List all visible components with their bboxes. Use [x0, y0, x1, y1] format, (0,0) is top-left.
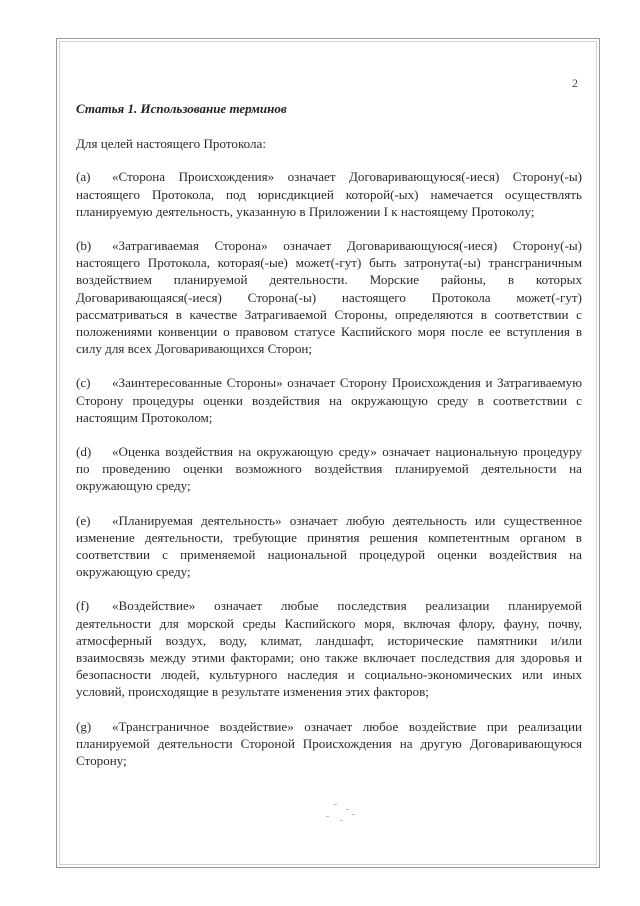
intro-text: Для целей настоящего Протокола:: [76, 136, 266, 152]
definition-text: «Затрагиваемая Сторона» означает Договаривающуюся(-иеся) Сторону(-ы) настоящего Протокола, которая(-ые) может(-гут) быть затронута(-ы) трансграничным воздействием планируемой деятельности. Морские районы, в которых Договаривающаяся(-иеся) Сторона(-ы) настоящего Протокола может(-гут) рассматриваться в качестве Затрагиваемой Стороны, определяются в соответствии с положениями конвенции о правовом статусе Каспийского моря после ее вступления в силу для всех Договаривающихся Сторон;: [76, 238, 582, 357]
definition-label: (f): [76, 598, 90, 614]
definition-label: (b): [76, 238, 92, 254]
definition-label: (g): [76, 718, 92, 734]
definition-c: [76, 374, 582, 426]
definition-label: (e): [76, 512, 91, 528]
scan-artifact: [312, 800, 372, 830]
definition-label: (a): [76, 169, 91, 185]
definition-b: [76, 237, 582, 357]
definition-text: «Трансграничное воздействие» означает любое воздействие при реализации планируемой деятельности Стороной Происхождения на другую Договаривающуюся Сторону;: [76, 718, 582, 769]
page-number: 2: [572, 76, 578, 90]
definition-e: [76, 512, 582, 581]
definition-g: [76, 718, 582, 770]
definition-text: «Оценка воздействия на окружающую среду» означает национальную процедуру по проведению оценки возможного воздействия планируемой деятельности на окружающую среду;: [76, 444, 582, 494]
definition-d: [76, 443, 582, 495]
definition-text: «Планируемая деятельность» означает любую деятельность или существенное изменение деятельности, требующие принятия решения компетентным органом в соответствии с применяемой национальной процедурой оценки воздействия на окружающую среду;: [76, 512, 582, 580]
document-body: [76, 100, 582, 786]
definition-a: [76, 168, 582, 220]
definition-text: «Воздействие» означает любые последствия реализации планируемой деятельности для морской среды Каспийского моря, включая флору, фауну, почву, атмосферный воздух, воду, климат, ландшафт, исторические памятники и/или взаимосвязь между этими факторами; оно также включает последствия для здоровья и безопасности людей, культурного наследия и социально-экономических или иных условий, происходящие в результате изменения этих факторов;: [76, 598, 582, 700]
article-title: Статья 1. Использование терминов: [76, 101, 287, 116]
definition-label: (d): [76, 444, 92, 460]
definition-text: «Сторона Происхождения» означает Договаривающуюся(-иеся) Сторону(-ы) настоящего Протокола, под юрисдикцией которой(-ых) намечается осуществлять планируемую деятельность, указанную в Приложении I к настоящему Протоколу;: [76, 169, 582, 219]
definition-text: «Заинтересованные Стороны» означает Сторону Происхождения и Затрагиваемую Сторону процедуры оценки воздействия на окружающую среду в соответствии с настоящим Протоколом;: [76, 375, 582, 425]
definition-label: (c): [76, 375, 91, 391]
definition-f: [76, 597, 582, 700]
